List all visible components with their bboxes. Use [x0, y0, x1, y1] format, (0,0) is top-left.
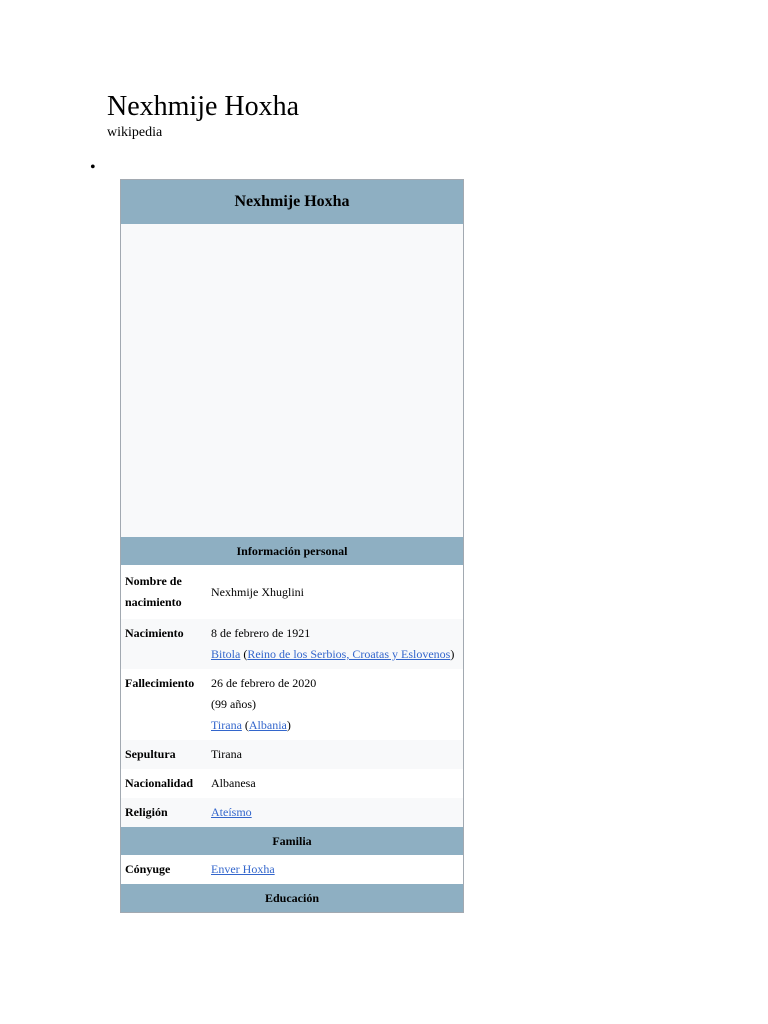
infobox: [120, 179, 464, 913]
section-header-education: Educación: [121, 884, 463, 912]
row-label: Religión: [125, 805, 168, 819]
paren-close: ): [286, 718, 291, 732]
row-value: [211, 859, 463, 880]
birth-country-link[interactable]: Reino de los Serbios, Croatas y Eslovenos: [247, 647, 451, 661]
row-birth: [121, 619, 463, 669]
row-value: [211, 673, 463, 736]
row-value: Albanesa: [211, 776, 256, 790]
death-place-link[interactable]: Tirana: [211, 718, 242, 732]
death-age: (99 años): [211, 697, 256, 711]
row-nationality: [121, 769, 463, 798]
row-label: Nombre de nacimiento: [125, 574, 182, 609]
death-date: 26 de febrero de 2020: [211, 676, 317, 690]
section-header-personal: Información personal: [121, 537, 463, 565]
row-religion: [121, 798, 463, 827]
spouse-link[interactable]: Enver Hoxha: [211, 862, 275, 876]
row-birth-name: [121, 565, 463, 619]
paren-open: (: [241, 718, 249, 732]
page-title: Nexhmije Hoxha: [107, 91, 300, 122]
page-subtitle: wikipedia: [107, 125, 163, 140]
row-label: Sepultura: [125, 747, 176, 761]
section-header-family: Familia: [121, 827, 463, 855]
row-value: Nexhmije Xhuglini: [211, 584, 304, 599]
infobox-title: Nexhmije Hoxha: [121, 180, 463, 224]
row-label: Nacionalidad: [125, 776, 194, 790]
paren-close: ): [450, 647, 455, 661]
religion-link[interactable]: Ateísmo: [211, 805, 252, 819]
list-bullet: •: [90, 159, 96, 176]
row-burial: [121, 740, 463, 769]
row-value: [211, 623, 463, 665]
birth-place-link[interactable]: Bitola: [211, 647, 241, 661]
infobox-image-placeholder: [121, 224, 463, 537]
row-label: Nacimiento: [125, 626, 184, 640]
death-country-link[interactable]: Albania: [248, 718, 287, 732]
row-value: Tirana: [211, 747, 242, 761]
paren-open: (: [240, 647, 248, 661]
birth-date: 8 de febrero de 1921: [211, 626, 311, 640]
birth-place-line: [211, 647, 454, 661]
row-spouse: [121, 855, 463, 884]
row-label: Fallecimiento: [125, 676, 195, 690]
row-value: [211, 802, 463, 823]
row-death: [121, 669, 463, 740]
row-label: Cónyuge: [125, 862, 171, 876]
death-place-line: [211, 718, 291, 732]
